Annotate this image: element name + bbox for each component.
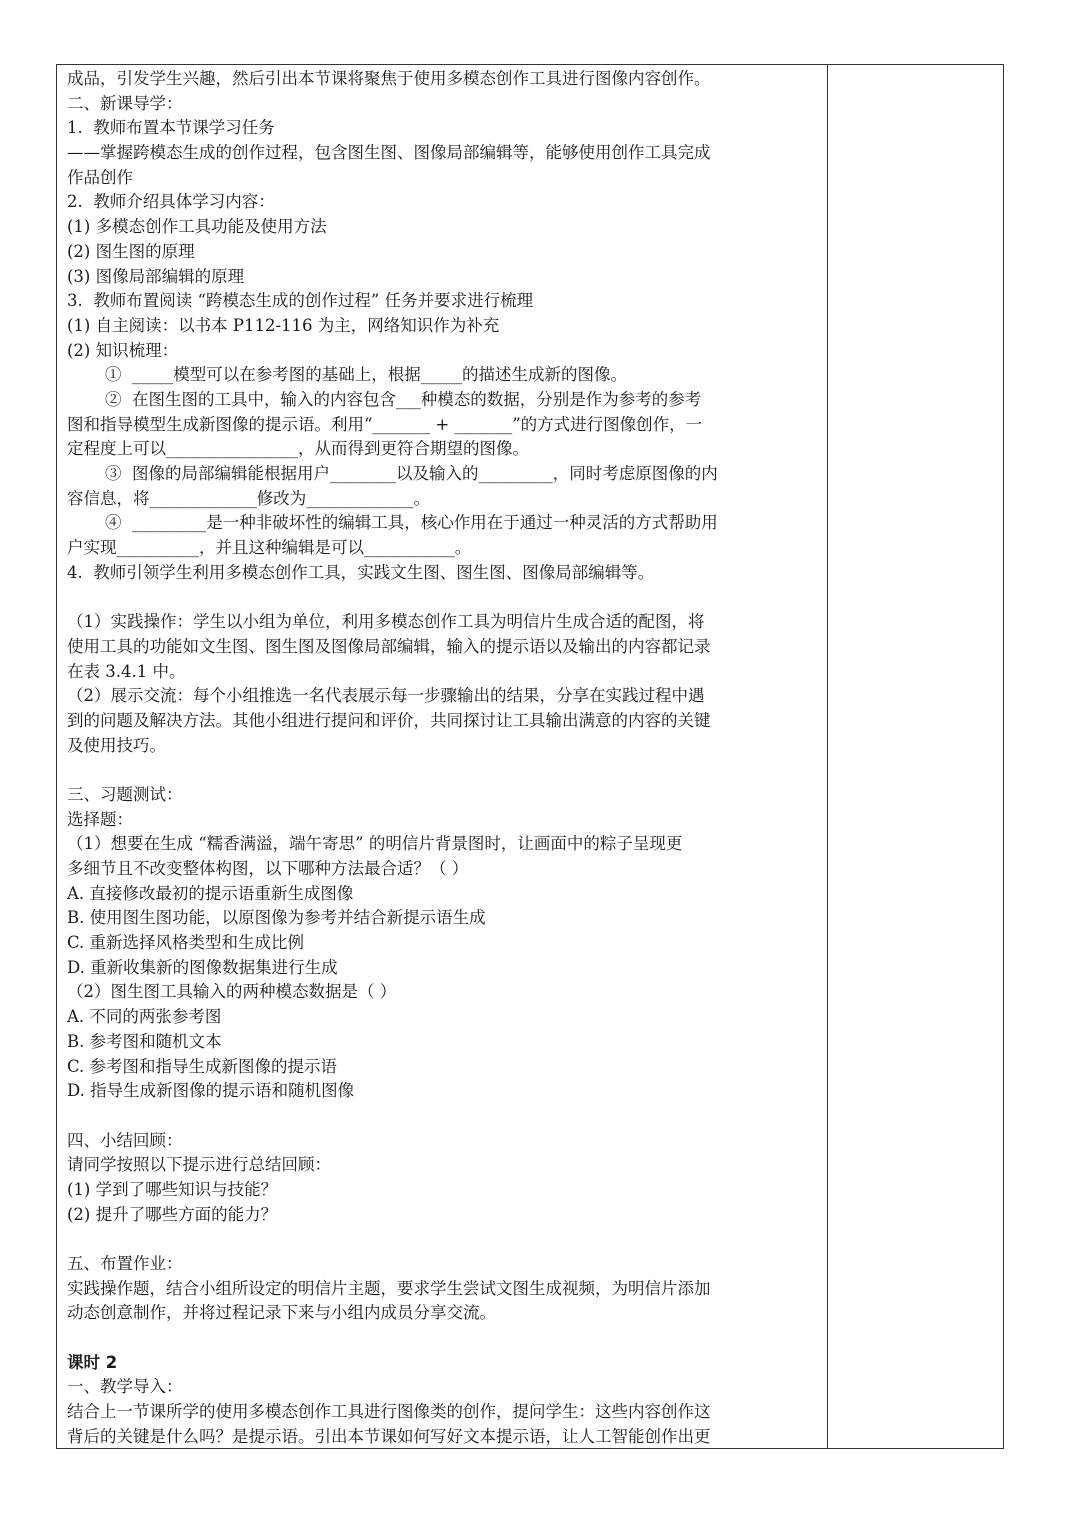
answer-option: C. 参考图和指导生成新图像的提示语 (67, 1056, 338, 1076)
spacer (67, 1104, 819, 1129)
fill-blank-item: ④ _________是一种非破坏性的编辑工具，核心作用在于通过一种灵活的方式帮助用 (105, 513, 718, 533)
lesson-content (67, 67, 819, 1450)
text-line: 实践操作题，结合小组所设定的明信片主题，要求学生尝试文图生成视频，为明信片添加 (67, 1278, 711, 1298)
section-heading: 五、布置作业： (67, 1254, 183, 1273)
text-line: 成品，引发学生兴趣，然后引出本节课将聚焦于使用多模态创作工具进行图像内容创作。 (67, 69, 711, 88)
answer-option: B. 参考图和随机文本 (67, 1031, 222, 1051)
text-line: (1) 学到了哪些知识与技能？ (67, 1179, 278, 1199)
text-line: 背后的关键是什么吗？是提示语。引出本节课如何写好文本提示语，让人工智能创作出更 (67, 1426, 711, 1446)
answer-option: D. 指导生成新图像的提示语和随机图像 (67, 1081, 355, 1101)
spacer (67, 758, 819, 783)
section-heading: 一、教学导入： (67, 1377, 183, 1397)
text-line: (2) 图生图的原理 (67, 241, 195, 261)
text-line: 请同学按照以下提示进行总结回顾： (67, 1155, 331, 1175)
text-line: 4. 教师引领学生利用多模态创作工具，实践文生图、图生图、图像局部编辑等。 (67, 562, 655, 582)
text-line: 动态创意制作，并将过程记录下来与小组内成员分享交流。 (67, 1303, 496, 1323)
section-heading: 二、新课导学： (67, 93, 183, 113)
fill-blank-item: ① _____模型可以在参考图的基础上，根据_____的描述生成新的图像。 (105, 365, 627, 385)
text-line: (3) 图像局部编辑的原理 (67, 266, 245, 286)
text-line: 在表 3.4.1 中。 (67, 661, 186, 681)
fill-blank-item: ③ 图像的局部编辑能根据用户________以及输入的_________，同时考虑原图像的内 (105, 464, 718, 483)
text-line: 选择题： (67, 809, 133, 829)
question-text: 多细节且不改变整体构图，以下哪种方法最合适？（ ） (67, 859, 469, 878)
text-line: 定程度上可以________________，从而得到更符合期望的图像。 (67, 439, 529, 459)
column-divider (827, 65, 828, 1448)
text-line: 容信息，将_____________修改为_____________。 (67, 488, 430, 508)
section-heading: 四、小结回顾： (67, 1130, 183, 1150)
text-line: 到的问题及解决方法。其他小组进行提问和评价，共同探讨让工具输出满意的内容的关键 (67, 710, 711, 730)
question-text: （1）想要在生成 “糯香满溢，端午寄思” 的明信片背景图时，让画面中的粽子呈现更 (67, 834, 683, 854)
spacer (67, 1227, 819, 1252)
question-text: （2）图生图工具输入的两种模态数据是（ ） (67, 982, 397, 1002)
lesson-plan-table (56, 64, 1004, 1449)
text-line: (1) 多模态创作工具功能及使用方法 (67, 217, 327, 237)
spacer (67, 585, 819, 610)
text-line: （1）实践操作：学生以小组为单位，利用多模态创作工具为明信片生成合适的配图，将 (67, 612, 705, 632)
text-line: 1. 教师布置本节课学习任务 (67, 118, 275, 138)
lesson-period-heading: 课时 2 (67, 1352, 118, 1372)
answer-option: D. 重新收集新的图像数据集进行生成 (67, 957, 338, 977)
text-line: (1) 自主阅读：以书本 P112-116 为主，网络知识作为补充 (67, 315, 500, 335)
text-line: 3. 教师布置阅读 “跨模态生成的创作过程” 任务并要求进行梳理 (67, 291, 534, 311)
spacer (67, 1326, 819, 1351)
text-line: 户实现__________，并且这种编辑是可以___________。 (67, 538, 472, 558)
text-line: 及使用技巧。 (67, 735, 166, 755)
text-line: 使用工具的功能如文生图、图生图及图像局部编辑，输入的提示语以及输出的内容都记录 (67, 636, 711, 656)
answer-option: A. 直接修改最初的提示语重新生成图像 (67, 883, 354, 903)
text-line: ——掌握跨模态生成的创作过程，包含图生图、图像局部编辑等，能够使用创作工具完成 (67, 143, 711, 163)
text-line: 结合上一节课所学的使用多模态创作工具进行图像类的创作，提问学生：这些内容创作这 (67, 1402, 711, 1422)
text-line: (2) 知识梳理： (67, 340, 179, 360)
text-line: （2）展示交流：每个小组推选一名代表展示每一步骤输出的结果，分享在实践过程中遇 (67, 686, 705, 706)
text-line: 2. 教师介绍具体学习内容： (67, 192, 275, 212)
fill-blank-item: ② 在图生图的工具中，输入的内容包含___种模态的数据，分别是作为参考的参考 (105, 389, 702, 409)
text-line: 作品创作 (67, 167, 133, 187)
text-line: (2) 提升了哪些方面的能力？ (67, 1204, 278, 1224)
section-heading: 三、习题测试： (67, 784, 183, 804)
answer-option: A. 不同的两张参考图 (67, 1007, 222, 1027)
answer-option: C. 重新选择风格类型和生成比例 (67, 933, 305, 953)
answer-option: B. 使用图生图功能，以原图像为参考并结合新提示语生成 (67, 908, 486, 928)
text-line: 图和指导模型生成新图像的提示语。利用“_______ + _______”的方式进行图像创作，一 (67, 414, 703, 434)
